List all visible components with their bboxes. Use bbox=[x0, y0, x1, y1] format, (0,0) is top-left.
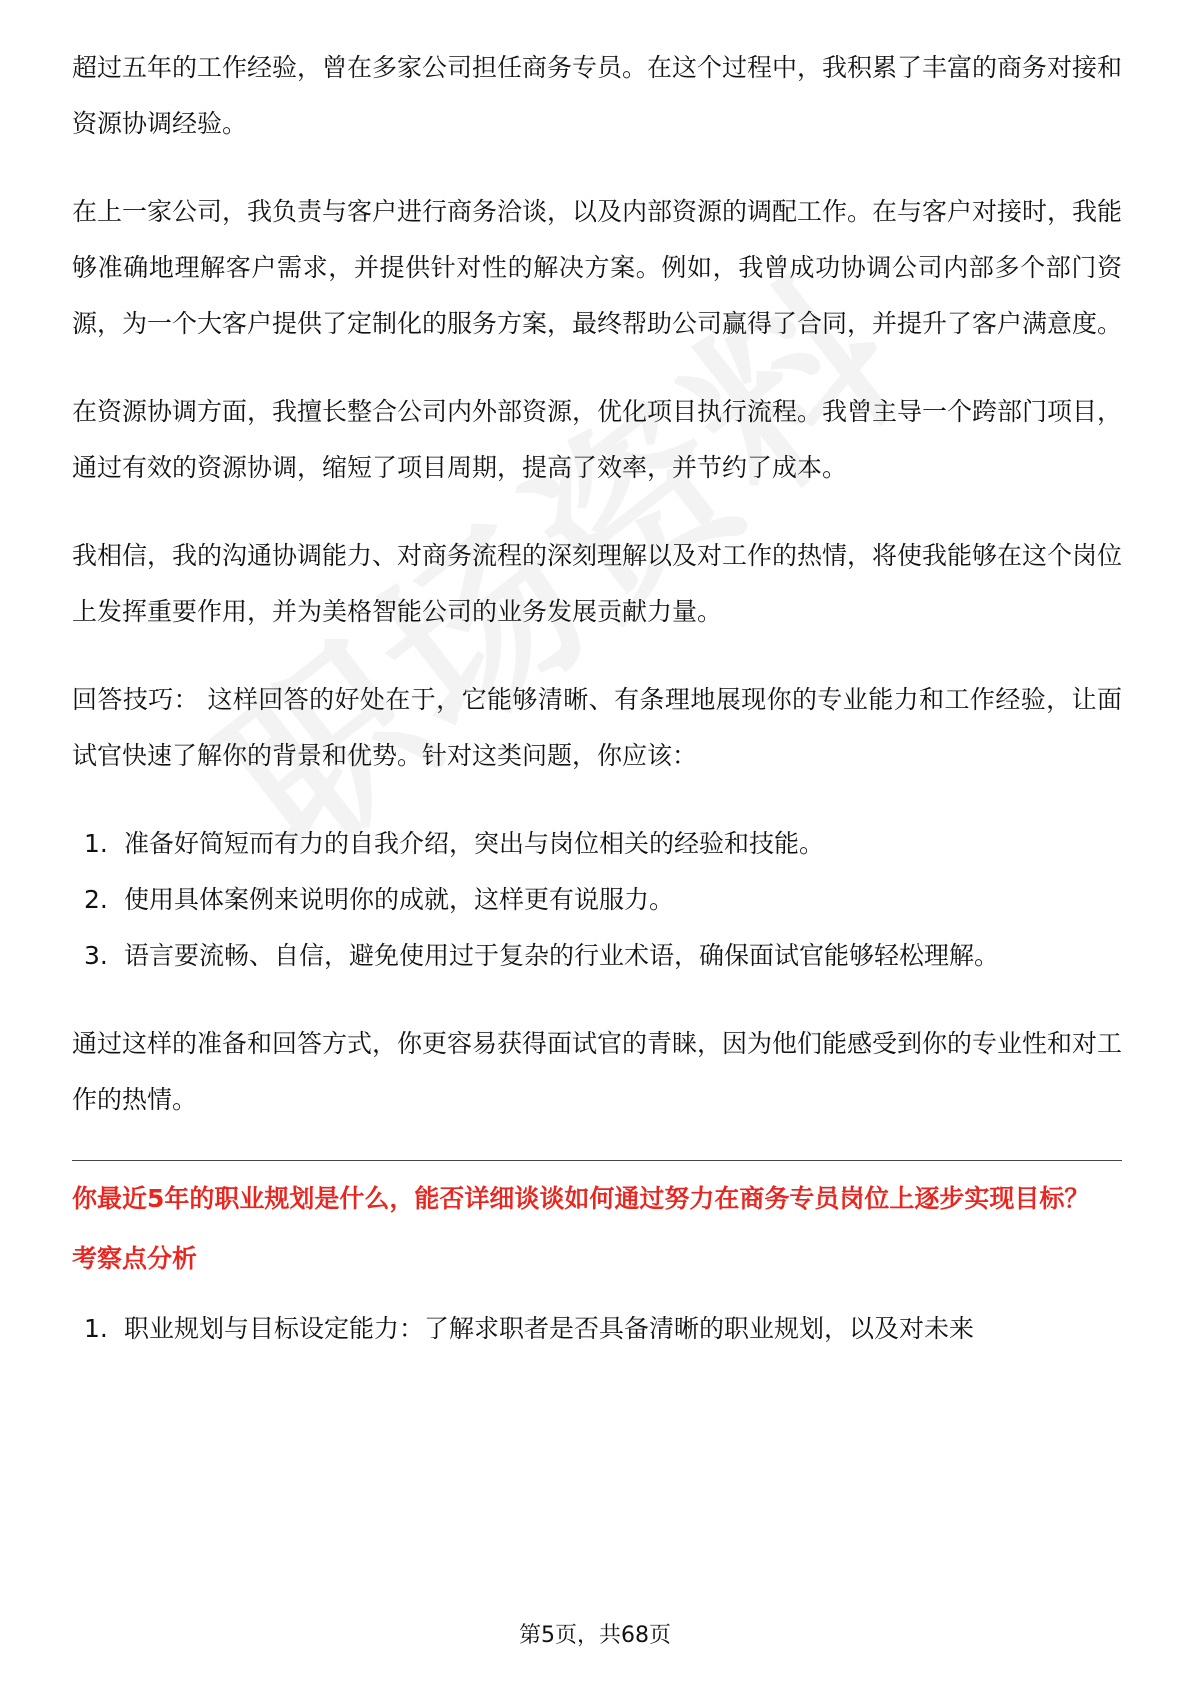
page-footer: 第5页，共68页 bbox=[519, 1623, 671, 1648]
paragraph-previous-company: 在上一家公司，我负责与客户进行商务洽谈，以及内部资源的调配工作。在与客户对接时，我能够准确地理解客户需求，并提供针对性的解决方案。例如，我曾成功协调公司内部多个部门资源，为一个大客户提供了定制化的服务方案，最终帮助公司赢得了合同，并提升了客户满意度。 bbox=[72, 197, 1123, 338]
analysis-list bbox=[72, 1301, 1122, 1357]
list-item bbox=[72, 872, 1122, 928]
paragraph-closing: 通过这样的准备和回答方式，你更容易获得面试官的青睐，因为他们能感受到你的专业性和对工作的热情。 bbox=[72, 1029, 1123, 1114]
list-item-text: 准备好简短而有力的自我介绍，突出与岗位相关的经验和技能。 bbox=[124, 829, 825, 858]
list-item-number: 2. bbox=[84, 885, 108, 914]
paragraph-experience: 超过五年的工作经验，曾在多家公司担任商务专员。在这个过程中，我积累了丰富的商务对接和资源协调经验。 bbox=[72, 53, 1123, 138]
list-item bbox=[72, 928, 1122, 984]
list-item bbox=[72, 816, 1122, 872]
list-item-number: 1. bbox=[84, 829, 108, 858]
list-item-text: 职业规划与目标设定能力：了解求职者是否具备清晰的职业规划，以及对未来 bbox=[124, 1314, 975, 1343]
list-item-text: 语言要流畅、自信，避免使用过于复杂的行业术语，确保面试官能够轻松理解。 bbox=[124, 941, 1000, 970]
list-item-number: 1. bbox=[84, 1314, 108, 1343]
page-content bbox=[72, 40, 1122, 1389]
paragraph-belief: 我相信，我的沟通协调能力、对商务流程的深刻理解以及对工作的热情，将使我能够在这个岗位上发挥重要作用，并为美格智能公司的业务发展贡献力量。 bbox=[72, 541, 1123, 626]
tips-list bbox=[72, 816, 1122, 984]
analysis-title: 考察点分析 bbox=[72, 1244, 198, 1273]
list-item-number: 3. bbox=[84, 941, 108, 970]
list-item bbox=[72, 1301, 1122, 1357]
section-divider bbox=[72, 1160, 1122, 1161]
paragraph-resource-coordination: 在资源协调方面，我擅长整合公司内外部资源，优化项目执行流程。我曾主导一个跨部门项目，通过有效的资源协调，缩短了项目周期，提高了效率，并节约了成本。 bbox=[72, 397, 1123, 482]
interview-question: 你最近5年的职业规划是什么，能否详细谈谈如何通过努力在商务专员岗位上逐步实现目标？ bbox=[72, 1184, 1090, 1213]
list-item-text: 使用具体案例来说明你的成就，这样更有说服力。 bbox=[124, 885, 675, 914]
paragraph-answer-tips: 回答技巧： 这样回答的好处在于，它能够清晰、有条理地展现你的专业能力和工作经验，让面试官快速了解你的背景和优势。针对这类问题，你应该： bbox=[72, 685, 1122, 770]
